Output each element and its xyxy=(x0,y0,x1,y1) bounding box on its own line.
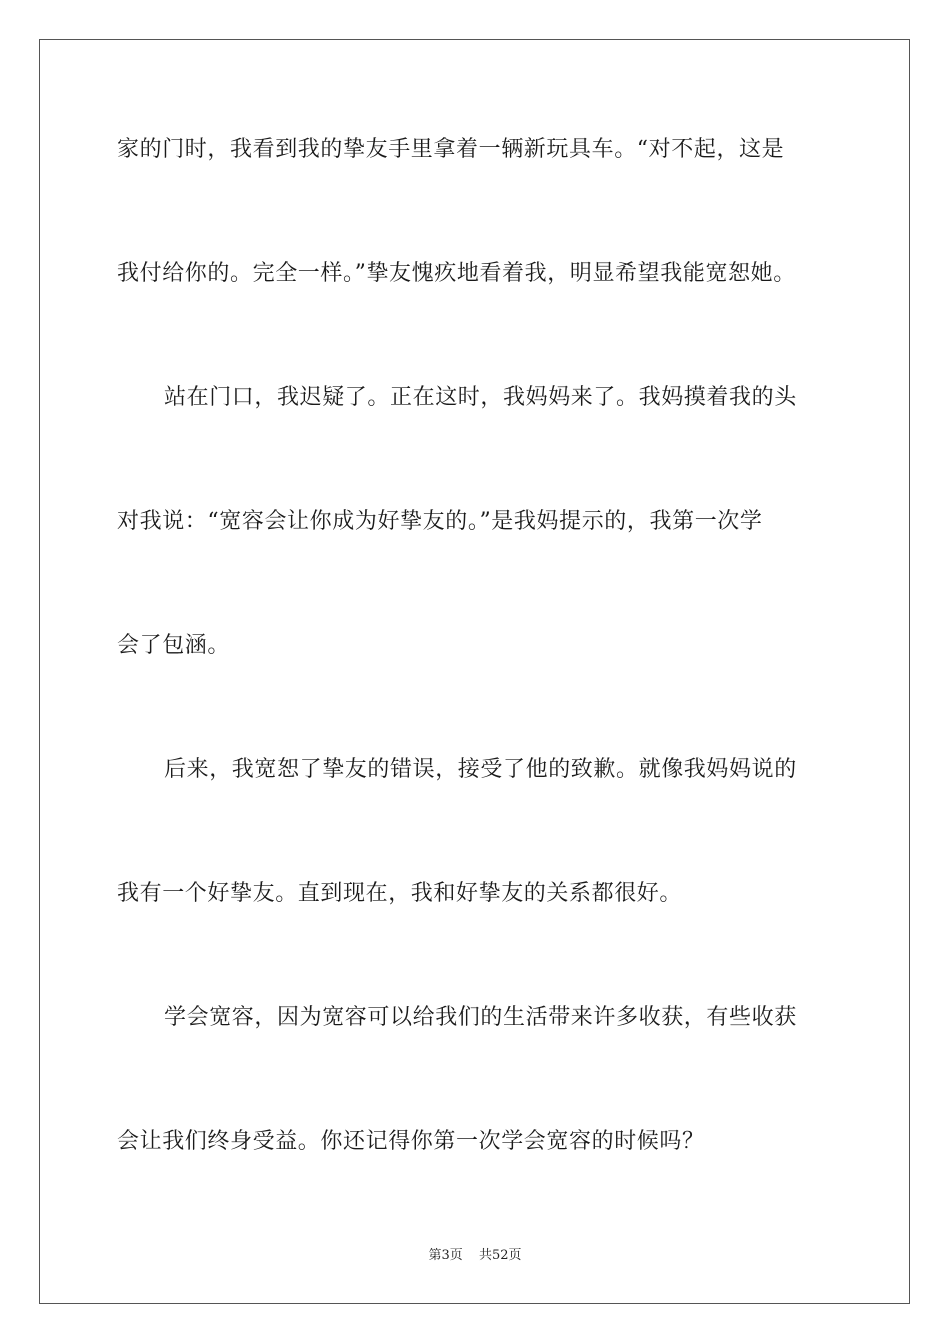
page-number: 第3页 xyxy=(428,1248,463,1263)
total-pages: 共52页 xyxy=(478,1248,522,1263)
text-line: 我付给你的。完全一样。”挚友愧疚地看着我，明显希望我能宽恕她。 xyxy=(117,261,796,286)
text-line: 会了包涵。 xyxy=(117,633,231,658)
page-footer xyxy=(0,1244,950,1263)
paragraph-start-line: 站在门口，我迟疑了。正在这时，我妈妈来了。我妈摸着我的头 xyxy=(164,385,797,410)
page-border xyxy=(39,39,910,1304)
text-line: 家的门时，我看到我的挚友手里拿着一辆新玩具车。“对不起，这是 xyxy=(117,137,785,162)
text-line: 对我说：“宽容会让你成为好挚友的。”是我妈提示的，我第一次学 xyxy=(117,509,763,534)
text-line: 会让我们终身受益。你还记得你第一次学会宽容的时候吗？ xyxy=(117,1129,705,1154)
paragraph-start-line: 学会宽容，因为宽容可以给我们的生活带来许多收获，有些收获 xyxy=(164,1005,797,1030)
text-line: 我有一个好挚友。直到现在，我和好挚友的关系都很好。 xyxy=(117,881,683,906)
paragraph-start-line: 后来，我宽恕了挚友的错误，接受了他的致歉。就像我妈妈说的 xyxy=(164,757,797,782)
